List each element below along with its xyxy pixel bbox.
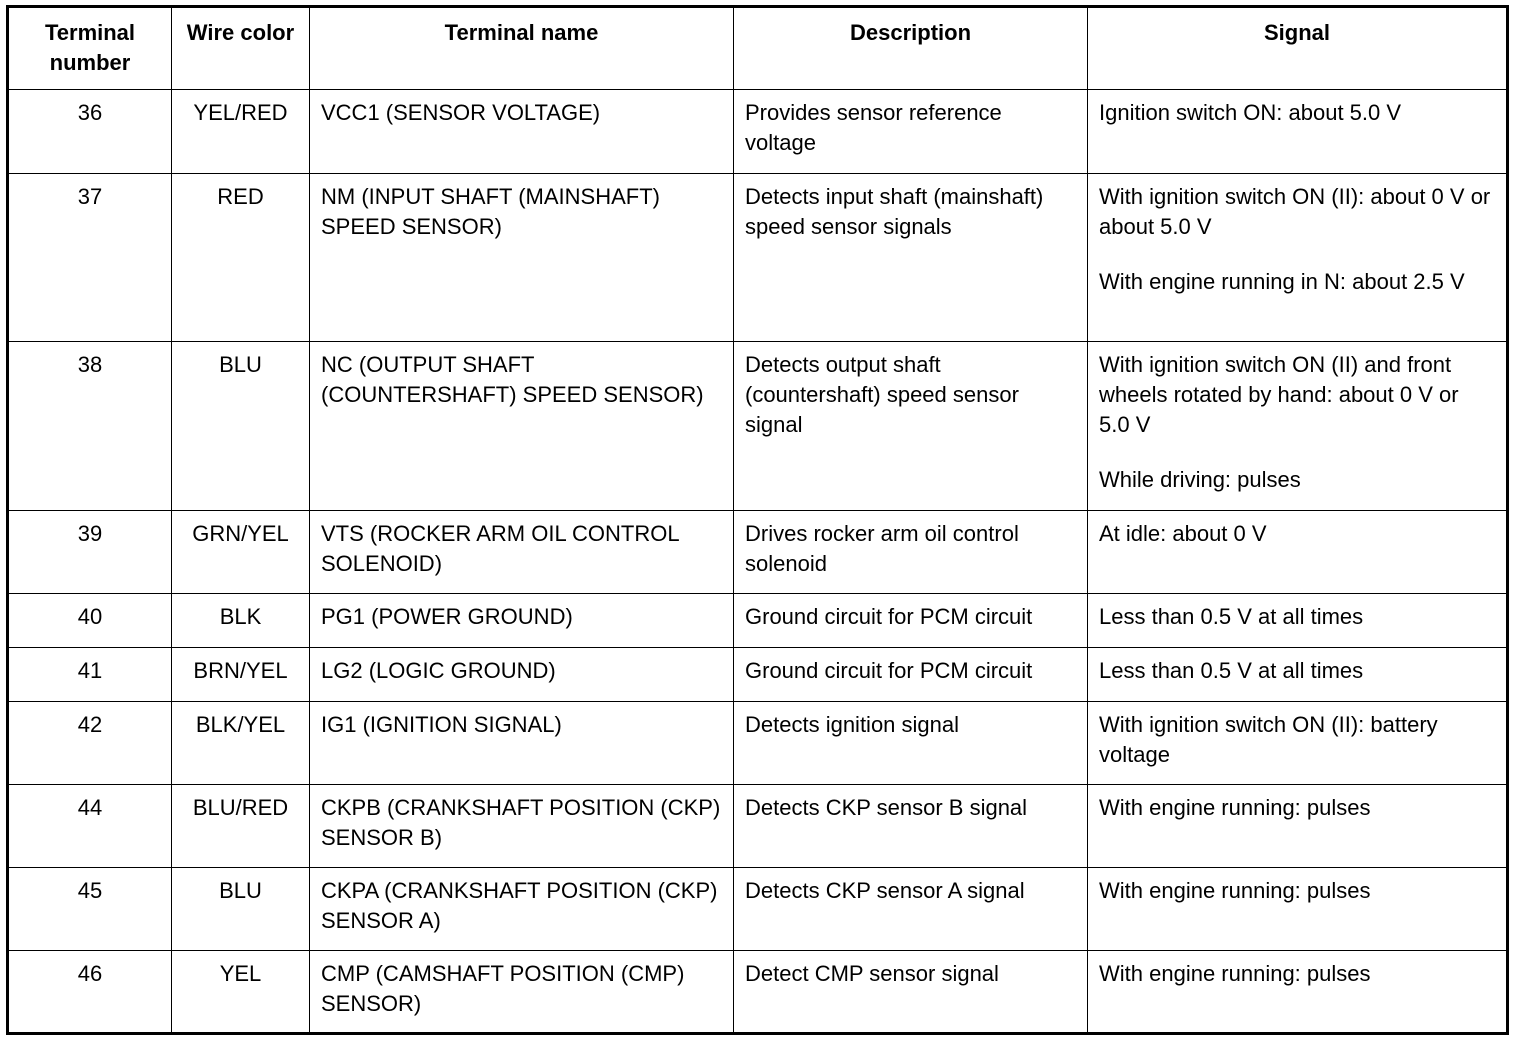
signal-cell [1088,342,1508,511]
signal-text: With engine running: pulses [1099,878,1371,903]
signal-text: Less than 0.5 V at all times [1099,604,1364,629]
header-terminal-name: Terminal name [310,7,734,90]
table-row [8,951,1508,1034]
wire-color-cell: BLK/YEL [172,702,310,785]
signal-cell [1088,594,1508,648]
signal-cell [1088,702,1508,785]
terminal-number-cell: 45 [8,868,172,951]
table-row [8,511,1508,594]
description-cell: Ground circuit for PCM circuit [734,648,1088,702]
header-signal: Signal [1088,7,1508,90]
signal-cell [1088,648,1508,702]
description-cell: Drives rocker arm oil control solenoid [734,511,1088,594]
wire-color-cell: BLU [172,868,310,951]
terminal-name-cell: NC (OUTPUT SHAFT (COUNTERSHAFT) SPEED SENSOR) [310,342,734,511]
table-row [8,868,1508,951]
signal-cell [1088,868,1508,951]
wire-color-cell: BRN/YEL [172,648,310,702]
signal-text: At idle: about 0 V [1099,521,1267,546]
signal-cell [1088,951,1508,1034]
signal-text: With engine running: pulses [1099,795,1371,820]
terminal-number-cell: 42 [8,702,172,785]
terminal-number-cell: 40 [8,594,172,648]
description-cell: Detects ignition signal [734,702,1088,785]
signal-text: While driving: pulses [1099,467,1301,492]
signal-text: Ignition switch ON: about 5.0 V [1099,100,1402,125]
header-row [8,7,1508,90]
table-row [8,648,1508,702]
signal-cell [1088,90,1508,174]
description-cell: Detects input shaft (mainshaft) speed sensor signals [734,174,1088,342]
terminal-number-cell: 44 [8,785,172,868]
description-cell: Detects output shaft (countershaft) speed sensor signal [734,342,1088,511]
terminal-name-cell: CKPB (CRANKSHAFT POSITION (CKP) SENSOR B) [310,785,734,868]
terminal-name-cell: VCC1 (SENSOR VOLTAGE) [310,90,734,174]
terminal-number-cell: 38 [8,342,172,511]
table-row [8,702,1508,785]
wire-color-cell: YEL/RED [172,90,310,174]
wire-color-cell: BLU/RED [172,785,310,868]
description-cell: Provides sensor reference voltage [734,90,1088,174]
wire-color-cell: RED [172,174,310,342]
header-description: Description [734,7,1088,90]
terminal-number-cell: 39 [8,511,172,594]
description-cell: Detects CKP sensor A signal [734,868,1088,951]
terminal-name-cell: VTS (ROCKER ARM OIL CONTROL SOLENOID) [310,511,734,594]
signal-cell [1088,785,1508,868]
description-cell: Detects CKP sensor B signal [734,785,1088,868]
signal-cell [1088,174,1508,342]
description-cell: Ground circuit for PCM circuit [734,594,1088,648]
signal-text: With engine running in N: about 2.5 V [1099,269,1465,294]
terminal-name-cell: LG2 (LOGIC GROUND) [310,648,734,702]
signal-text: Less than 0.5 V at all times [1099,658,1364,683]
terminal-number-cell: 36 [8,90,172,174]
terminal-table [6,5,1509,1035]
table-row [8,594,1508,648]
table-row [8,174,1508,342]
signal-text: With ignition switch ON (II) and front wheels rotated by hand: about 0 V or 5.0 V [1099,352,1459,437]
wire-color-cell: YEL [172,951,310,1034]
description-cell: Detect CMP sensor signal [734,951,1088,1034]
table-row [8,90,1508,174]
terminal-name-cell: IG1 (IGNITION SIGNAL) [310,702,734,785]
terminal-name-cell: NM (INPUT SHAFT (MAINSHAFT) SPEED SENSOR) [310,174,734,342]
header-terminal-number: Terminal number [8,7,172,90]
terminal-number-cell: 37 [8,174,172,342]
signal-text: With engine running: pulses [1099,961,1371,986]
signal-text: With ignition switch ON (II): battery voltage [1099,712,1438,767]
terminal-number-cell: 41 [8,648,172,702]
wire-color-cell: BLU [172,342,310,511]
table-row [8,342,1508,511]
wire-color-cell: BLK [172,594,310,648]
table-row [8,785,1508,868]
terminal-name-cell: CMP (CAMSHAFT POSITION (CMP) SENSOR) [310,951,734,1034]
signal-cell [1088,511,1508,594]
wire-color-cell: GRN/YEL [172,511,310,594]
header-wire-color: Wire color [172,7,310,90]
terminal-number-cell: 46 [8,951,172,1034]
signal-text: With ignition switch ON (II): about 0 V or about 5.0 V [1099,184,1491,239]
terminal-name-cell: PG1 (POWER GROUND) [310,594,734,648]
terminal-name-cell: CKPA (CRANKSHAFT POSITION (CKP) SENSOR A) [310,868,734,951]
